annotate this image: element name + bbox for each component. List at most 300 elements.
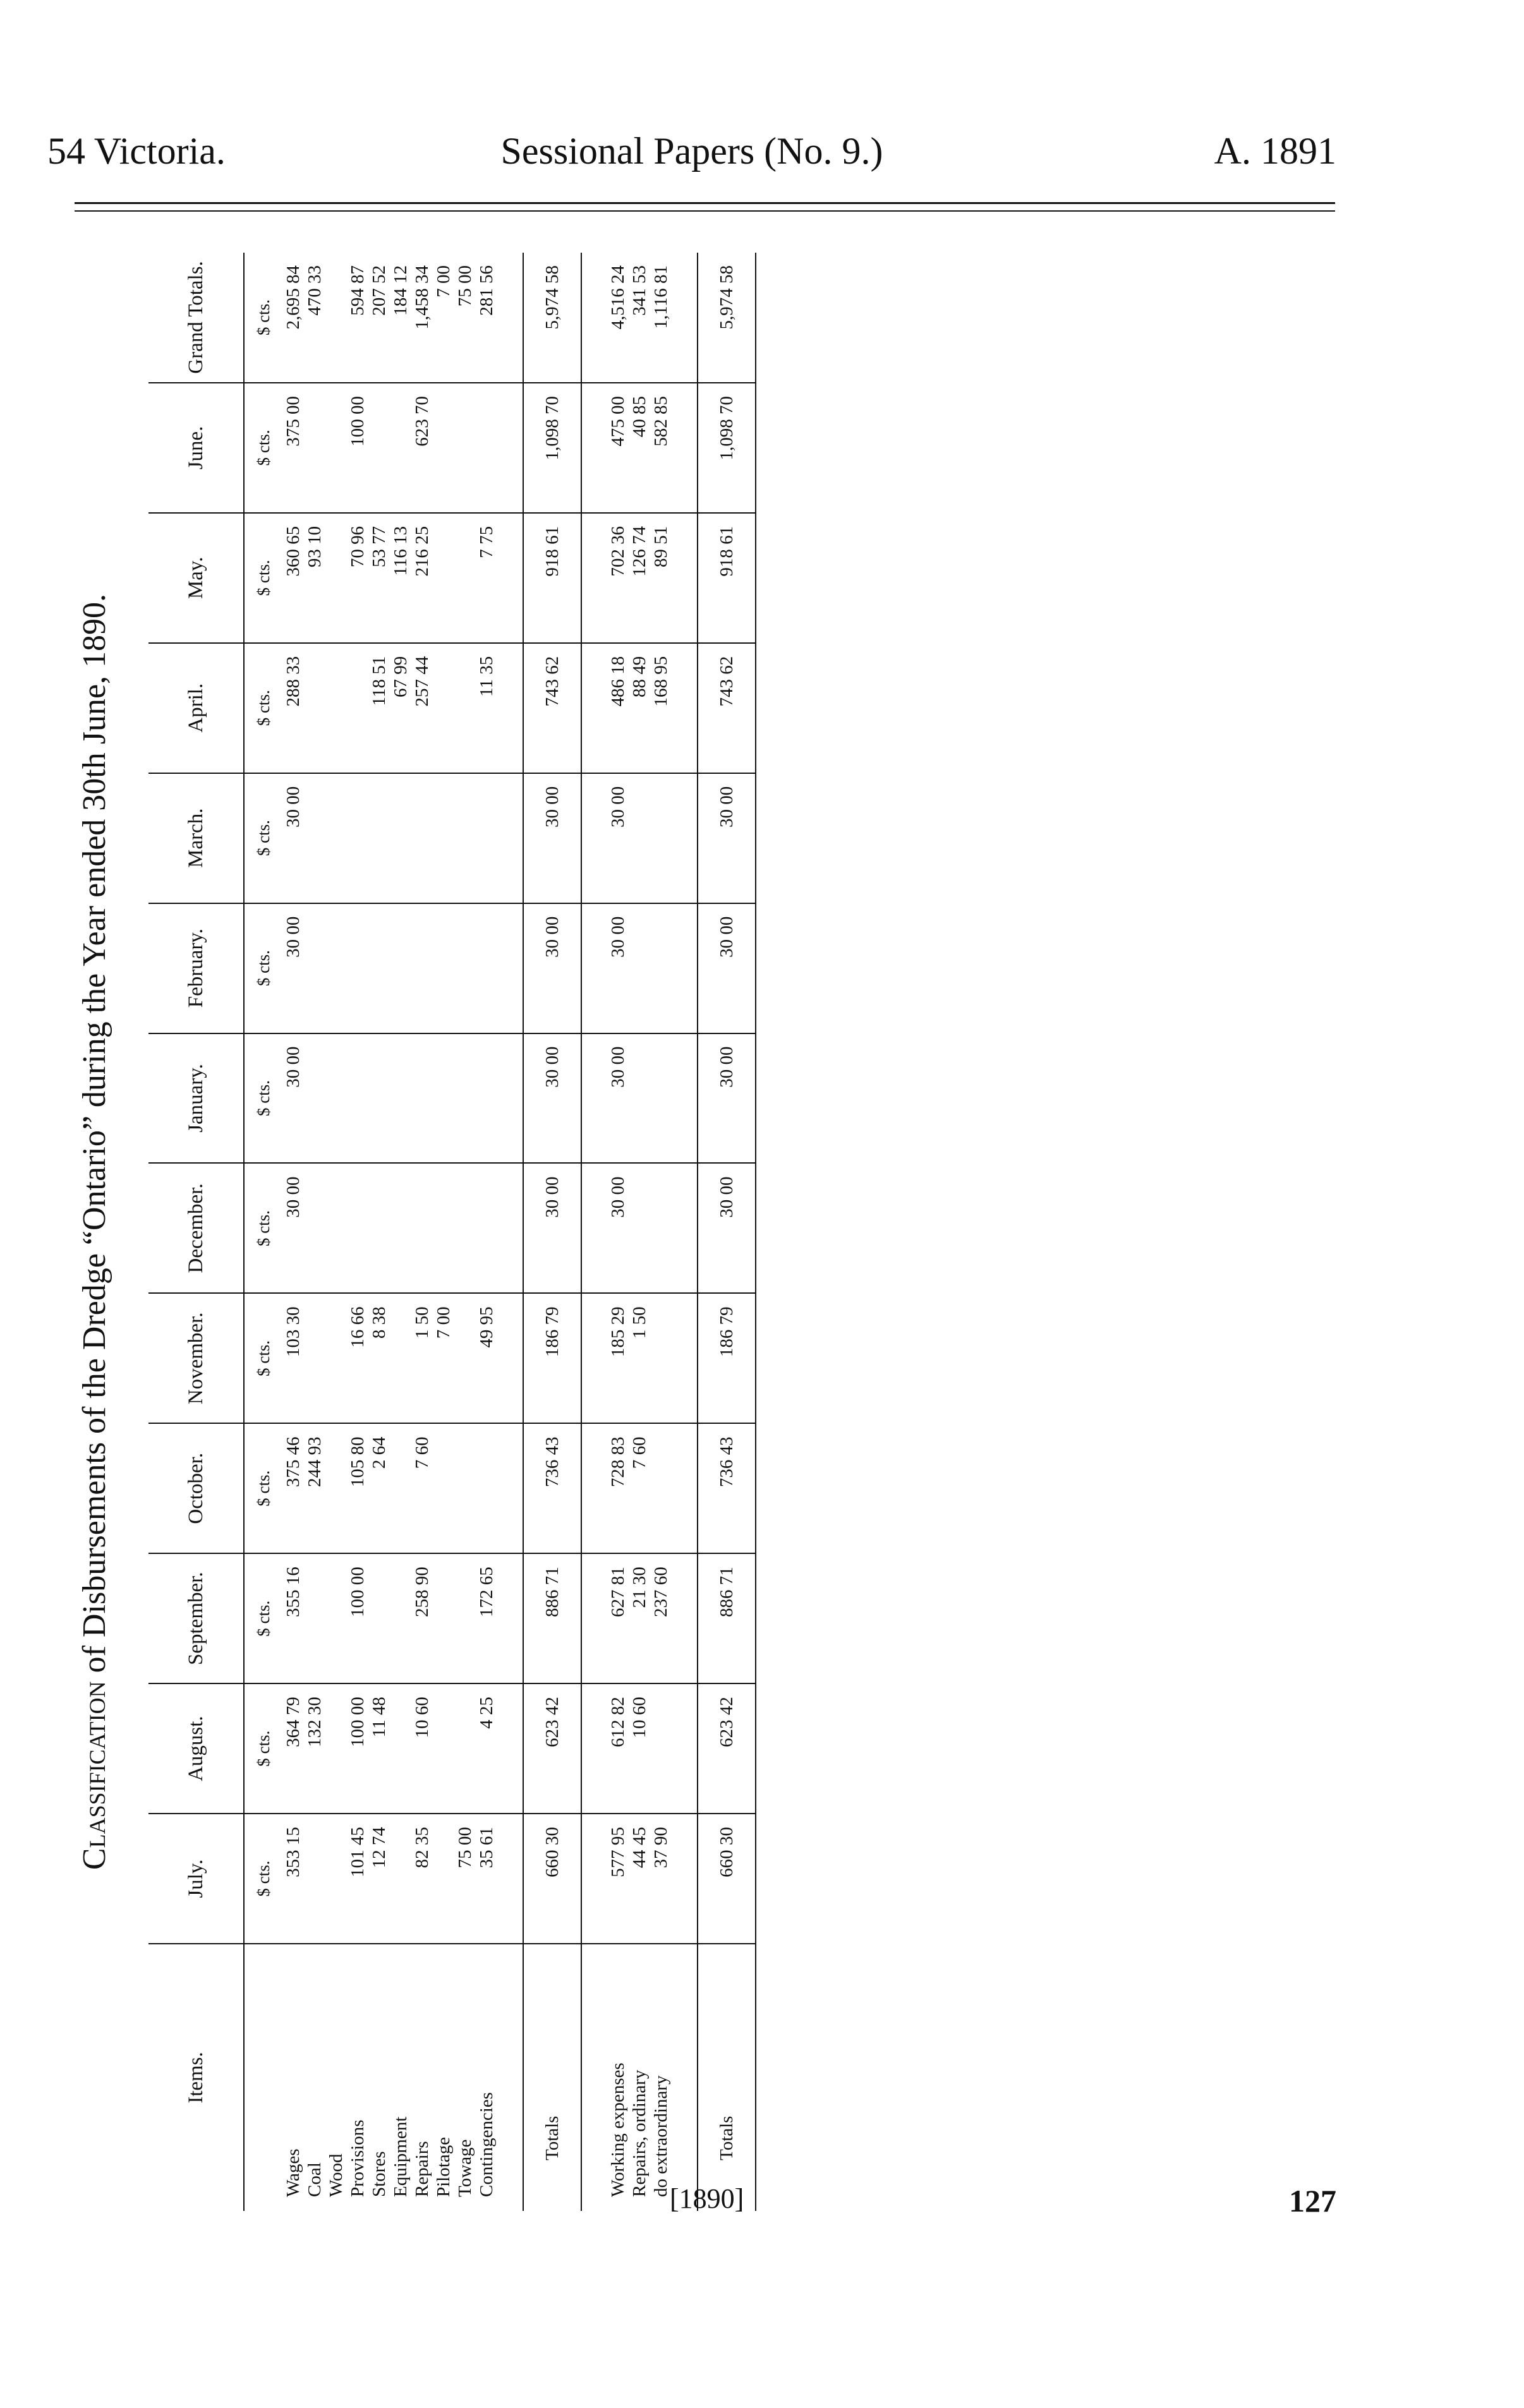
spacer-cell: [497, 1944, 523, 2211]
table-cell: 355 16: [282, 1553, 304, 1683]
spacer-cell: [497, 1423, 523, 1553]
column-header: September.: [148, 1553, 244, 1683]
table-cell: [629, 773, 650, 903]
table-cell: 5,974 58: [698, 253, 756, 383]
table-cell: [325, 1683, 347, 1814]
table-cell: 375 00: [282, 383, 304, 513]
table-cell: [325, 253, 347, 383]
table-cell: [433, 1683, 454, 1814]
table-cell: [650, 773, 672, 903]
table-cell: [390, 773, 411, 903]
table-cell: [650, 1423, 672, 1553]
row-label: do extraordinary: [651, 2075, 671, 2197]
spacer-cell: [672, 773, 698, 903]
table-cell: 88 49: [629, 643, 650, 773]
header-rule-thin: [75, 210, 1335, 212]
table-cell: 126 74: [629, 513, 650, 643]
spacer-cell: [581, 383, 607, 513]
table-cell: 257 44: [411, 643, 433, 773]
spacer-cell: [581, 1293, 607, 1423]
table-cell: 168 95: [650, 643, 672, 773]
table-cell: [476, 773, 497, 903]
spacer-cell: [581, 773, 607, 903]
column-header: June.: [148, 383, 244, 513]
table-cell: 244 93: [304, 1423, 325, 1553]
units-cell: $ cts.: [244, 1293, 282, 1423]
table-cell: [433, 513, 454, 643]
table-cell: [433, 643, 454, 773]
table-cell: 30 00: [698, 903, 756, 1033]
spacer-cell: [497, 643, 523, 773]
table-cell: 30 00: [282, 773, 304, 903]
table-cell: 7 60: [629, 1423, 650, 1553]
table-cell: [325, 513, 347, 643]
table-cell: 743 62: [698, 643, 756, 773]
table-cell: 75 00: [454, 1814, 476, 1944]
row-label: Working expenses: [608, 2062, 628, 2197]
table-cell: 660 30: [698, 1814, 756, 1944]
table-cell: 341 53: [629, 253, 650, 383]
spacer-cell: [581, 1944, 607, 2211]
units-cell: $ cts.: [244, 1683, 282, 1814]
spacer-cell: [497, 1553, 523, 1683]
spacer-cell: [497, 1293, 523, 1423]
table-cell: [368, 1163, 390, 1293]
units-cell: $ cts.: [244, 1814, 282, 1944]
table-cell: 702 36: [607, 513, 629, 643]
table-cell: 7 00: [433, 253, 454, 383]
table-cell: 4 25: [476, 1683, 497, 1814]
document-code: [1890]: [670, 2183, 744, 2214]
table-cell: 207 52: [368, 253, 390, 383]
table-cell: [390, 1683, 411, 1814]
spacer-row: [497, 253, 523, 2211]
table-cell: [454, 1553, 476, 1683]
column-header: November.: [148, 1293, 244, 1423]
spacer-cell: [497, 773, 523, 903]
spacer-cell: [672, 1163, 698, 1293]
table-cell: [325, 1293, 347, 1423]
rotated-table-block: [63, 253, 897, 2211]
table-cell: [390, 1293, 411, 1423]
table-cell: 30 00: [282, 1033, 304, 1164]
header-rule-thick: [75, 202, 1335, 204]
table-cell: [411, 773, 433, 903]
table-cell: 37 90: [650, 1814, 672, 1944]
table-cell: [347, 1033, 368, 1164]
spacer-cell: [497, 1163, 523, 1293]
table-cell: [454, 1033, 476, 1164]
spacer-row: [672, 253, 698, 2211]
spacer-cell: [672, 1033, 698, 1164]
table-cell: 116 13: [390, 513, 411, 643]
table-cell: [325, 383, 347, 513]
item-row: [347, 253, 368, 2211]
table-cell: 30 00: [698, 1033, 756, 1164]
table-cell: 100 00: [347, 1683, 368, 1814]
spacer-cell: [672, 513, 698, 643]
table-cell: 53 77: [368, 513, 390, 643]
disbursement-table: [148, 253, 756, 2211]
table-cell: [454, 643, 476, 773]
column-header: August.: [148, 1683, 244, 1814]
table-cell: 7 00: [433, 1293, 454, 1423]
table-cell: [304, 1163, 325, 1293]
table-cell: 582 85: [650, 383, 672, 513]
spacer-cell: [672, 1423, 698, 1553]
table-cell: [325, 773, 347, 903]
table-cell: [304, 1814, 325, 1944]
table-cell: [454, 383, 476, 513]
table-cell: 627 81: [607, 1553, 629, 1683]
row-label: Repairs: [412, 2141, 432, 2197]
table-cell: 49 95: [476, 1293, 497, 1423]
table-cell: [411, 903, 433, 1033]
units-cell: $ cts.: [244, 1033, 282, 1164]
table-cell: 30 00: [698, 773, 756, 903]
table-cell: 186 79: [523, 1293, 581, 1423]
table-cell: [411, 1033, 433, 1164]
table-cell: 100 00: [347, 1553, 368, 1683]
units-cell: $ cts.: [244, 383, 282, 513]
table-cell: 577 95: [607, 1814, 629, 1944]
table-cell: [368, 1033, 390, 1164]
table-cell: [650, 1293, 672, 1423]
table-cell: [629, 903, 650, 1033]
column-header: April.: [148, 643, 244, 773]
table-cell: [390, 903, 411, 1033]
table-cell: 375 46: [282, 1423, 304, 1553]
totals-row: [523, 253, 581, 2211]
table-cell: [629, 1033, 650, 1164]
table-cell: [390, 1163, 411, 1293]
table-cell: [368, 773, 390, 903]
table-cell: [390, 1033, 411, 1164]
spacer-cell: [581, 1683, 607, 1814]
item-row: [368, 253, 390, 2211]
spacer-cell: [497, 383, 523, 513]
table-cell: 67 99: [390, 643, 411, 773]
spacer-cell: [672, 1553, 698, 1683]
spacer-cell: [672, 253, 698, 383]
table-cell: [650, 1683, 672, 1814]
table-cell: [304, 773, 325, 903]
table-cell: 101 45: [347, 1814, 368, 1944]
table-cell: 100 00: [347, 383, 368, 513]
column-header: Grand Totals.: [148, 253, 244, 383]
table-cell: 8 38: [368, 1293, 390, 1423]
table-cell: 105 80: [347, 1423, 368, 1553]
table-cell: 7 75: [476, 513, 497, 643]
table-cell: [476, 903, 497, 1033]
table-cell: [650, 1033, 672, 1164]
column-header: December.: [148, 1163, 244, 1293]
item-row: [325, 253, 347, 2211]
table-title: [63, 253, 139, 2211]
table-cell: [304, 1033, 325, 1164]
table-cell: [325, 1553, 347, 1683]
table-cell: 35 61: [476, 1814, 497, 1944]
table-cell: [454, 1163, 476, 1293]
page-number: 127: [1289, 2183, 1336, 2218]
spacer-cell: [581, 643, 607, 773]
table-cell: 353 15: [282, 1814, 304, 1944]
table-cell: [304, 903, 325, 1033]
row-label: Provisions: [348, 2119, 368, 2197]
class-row: [650, 253, 672, 2211]
table-cell: [390, 1553, 411, 1683]
table-cell: [325, 1033, 347, 1164]
table-cell: [368, 903, 390, 1033]
column-header-items: Items.: [148, 1944, 244, 2211]
table-cell: 30 00: [523, 1163, 581, 1293]
spacer-cell: [672, 1293, 698, 1423]
units-cell: $ cts.: [244, 643, 282, 773]
table-cell: 185 29: [607, 1293, 629, 1423]
row-label: Repairs, ordinary: [629, 2069, 650, 2197]
table-cell: 103 30: [282, 1293, 304, 1423]
table-cell: [304, 383, 325, 513]
table-cell: 743 62: [523, 643, 581, 773]
table-cell: [433, 383, 454, 513]
table-cell: 186 79: [698, 1293, 756, 1423]
spacer-cell: [497, 1814, 523, 1944]
running-header: [47, 129, 1336, 180]
disbursement-table-wrapper: [148, 253, 897, 2211]
spacer-cell: [497, 1033, 523, 1164]
table-cell: 30 00: [607, 1033, 629, 1164]
table-cell: 21 30: [629, 1553, 650, 1683]
table-cell: 2,695 84: [282, 253, 304, 383]
table-title-rest: of Disbursements of the Dredge “Ontario” during the Year ended 30th June, 1890.: [76, 593, 112, 1673]
table-cell: [347, 643, 368, 773]
units-cell: $ cts.: [244, 1163, 282, 1293]
table-cell: [433, 1423, 454, 1553]
publication-title: Sessional Papers (No. 9.): [500, 130, 883, 172]
spacer-cell: [672, 1683, 698, 1814]
table-cell: [347, 1163, 368, 1293]
table-cell: [433, 1163, 454, 1293]
units-cell: $ cts.: [244, 773, 282, 903]
table-body: [244, 253, 756, 2211]
spacer-cell: [581, 1814, 607, 1944]
table-cell: 281 56: [476, 253, 497, 383]
table-cell: 30 00: [607, 1163, 629, 1293]
table-cell: 75 00: [454, 253, 476, 383]
table-cell: 660 30: [523, 1814, 581, 1944]
table-cell: 10 60: [411, 1683, 433, 1814]
table-cell: [325, 903, 347, 1033]
class-row: [629, 253, 650, 2211]
table-cell: 1 50: [629, 1293, 650, 1423]
table-cell: 44 45: [629, 1814, 650, 1944]
table-cell: 82 35: [411, 1814, 433, 1944]
table-cell: 470 33: [304, 253, 325, 383]
table-cell: [476, 1423, 497, 1553]
table-cell: 30 00: [282, 903, 304, 1033]
table-cell: 288 33: [282, 643, 304, 773]
table-cell: 40 85: [629, 383, 650, 513]
table-cell: 10 60: [629, 1683, 650, 1814]
table-cell: 4,516 24: [607, 253, 629, 383]
column-header: March.: [148, 773, 244, 903]
row-label: Totals: [523, 1944, 581, 2211]
table-cell: 7 60: [411, 1423, 433, 1553]
table-cell: 736 43: [523, 1423, 581, 1553]
table-cell: 184 12: [390, 253, 411, 383]
table-cell: [454, 1293, 476, 1423]
table-cell: 364 79: [282, 1683, 304, 1814]
table-cell: [390, 1423, 411, 1553]
spacer-row: [581, 253, 607, 2211]
units-cell: $ cts.: [244, 903, 282, 1033]
spacer-cell: [581, 1033, 607, 1164]
table-cell: 16 66: [347, 1293, 368, 1423]
table-title-lead: Classification: [76, 1681, 112, 1870]
table-cell: [650, 903, 672, 1033]
table-cell: 11 35: [476, 643, 497, 773]
table-cell: [304, 1293, 325, 1423]
row-label: Coal: [305, 2162, 325, 2197]
item-row: [411, 253, 433, 2211]
table-cell: 623 42: [698, 1683, 756, 1814]
table-cell: 1 50: [411, 1293, 433, 1423]
item-row: [476, 253, 497, 2211]
units-cell: [244, 1944, 282, 2211]
units-cell: $ cts.: [244, 1553, 282, 1683]
class-row: [607, 253, 629, 2211]
table-cell: 886 71: [698, 1553, 756, 1683]
table-cell: 70 96: [347, 513, 368, 643]
table-cell: 1,098 70: [523, 383, 581, 513]
table-cell: 475 00: [607, 383, 629, 513]
table-cell: [433, 773, 454, 903]
table-cell: [454, 1423, 476, 1553]
table-cell: 623 42: [523, 1683, 581, 1814]
table-cell: [454, 1683, 476, 1814]
table-cell: [454, 773, 476, 903]
column-header: May.: [148, 513, 244, 643]
table-cell: [476, 1163, 497, 1293]
table-cell: 623 70: [411, 383, 433, 513]
table-cell: 918 61: [523, 513, 581, 643]
table-cell: [325, 643, 347, 773]
item-row: [454, 253, 476, 2211]
spacer-cell: [672, 643, 698, 773]
spacer-cell: [672, 1814, 698, 1944]
spacer-cell: [497, 903, 523, 1033]
table-cell: 594 87: [347, 253, 368, 383]
table-cell: 30 00: [607, 903, 629, 1033]
table-cell: 486 18: [607, 643, 629, 773]
table-cell: [476, 383, 497, 513]
table-cell: [433, 1033, 454, 1164]
table-header-row: [148, 253, 244, 2211]
table-cell: 11 48: [368, 1683, 390, 1814]
table-cell: [304, 1553, 325, 1683]
table-cell: 237 60: [650, 1553, 672, 1683]
table-cell: 612 82: [607, 1683, 629, 1814]
table-cell: 258 90: [411, 1553, 433, 1683]
table-cell: [433, 1553, 454, 1683]
table-cell: 30 00: [282, 1163, 304, 1293]
row-label: Equipment: [390, 2116, 411, 2197]
table-cell: 89 51: [650, 513, 672, 643]
table-cell: 886 71: [523, 1553, 581, 1683]
row-label: Contingencies: [476, 2092, 497, 2197]
table-cell: 216 25: [411, 513, 433, 643]
spacer-cell: [672, 1944, 698, 2211]
volume-label: 54 Victoria.: [47, 130, 226, 172]
item-row: [282, 253, 304, 2211]
row-label: Pilotage: [433, 2136, 454, 2197]
table-cell: [347, 773, 368, 903]
table-cell: [325, 1814, 347, 1944]
spacer-cell: [581, 903, 607, 1033]
table-cell: [325, 1423, 347, 1553]
table-cell: [454, 513, 476, 643]
table-cell: 2 64: [368, 1423, 390, 1553]
year-label: A. 1891: [1214, 130, 1336, 172]
table-cell: [390, 1814, 411, 1944]
table-cell: 5,974 58: [523, 253, 581, 383]
spacer-cell: [497, 1683, 523, 1814]
table-cell: 30 00: [698, 1163, 756, 1293]
row-label: Stores: [369, 2151, 389, 2197]
units-row: [244, 253, 282, 2211]
column-header: October.: [148, 1423, 244, 1553]
table-cell: 93 10: [304, 513, 325, 643]
row-label: Wages: [283, 2148, 303, 2197]
spacer-cell: [497, 513, 523, 643]
table-cell: 118 51: [368, 643, 390, 773]
item-row: [433, 253, 454, 2211]
item-row: [390, 253, 411, 2211]
row-label: Totals: [698, 1944, 756, 2211]
table-cell: [433, 903, 454, 1033]
table-cell: 30 00: [523, 903, 581, 1033]
table-cell: [433, 1814, 454, 1944]
table-cell: 1,458 34: [411, 253, 433, 383]
table-cell: 1,116 81: [650, 253, 672, 383]
table-cell: [325, 1163, 347, 1293]
table-cell: 172 65: [476, 1553, 497, 1683]
table-cell: 360 65: [282, 513, 304, 643]
column-header: January.: [148, 1033, 244, 1164]
table-cell: [629, 1163, 650, 1293]
table-cell: 12 74: [368, 1814, 390, 1944]
table-cell: [304, 643, 325, 773]
spacer-cell: [497, 253, 523, 383]
row-label: Wood: [326, 2153, 346, 2197]
table-cell: [454, 903, 476, 1033]
table-cell: 30 00: [523, 1033, 581, 1164]
table-cell: [411, 1163, 433, 1293]
units-cell: $ cts.: [244, 1423, 282, 1553]
table-cell: [390, 383, 411, 513]
column-header: February.: [148, 903, 244, 1033]
table-cell: [650, 1163, 672, 1293]
units-cell: $ cts.: [244, 513, 282, 643]
spacer-cell: [581, 1423, 607, 1553]
item-row: [304, 253, 325, 2211]
spacer-cell: [672, 903, 698, 1033]
table-cell: [368, 383, 390, 513]
column-header: July.: [148, 1814, 244, 1944]
table-cell: [476, 1033, 497, 1164]
spacer-cell: [581, 1163, 607, 1293]
spacer-cell: [581, 1553, 607, 1683]
